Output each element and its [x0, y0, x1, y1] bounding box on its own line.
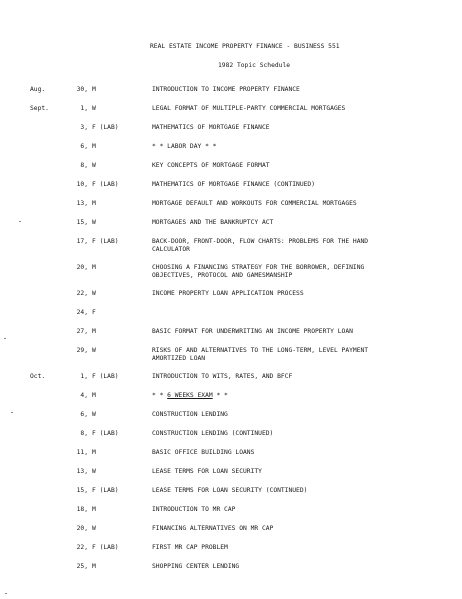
day-number: 17, [76, 238, 88, 245]
exam-title: 6 WEEKS EXAM [167, 392, 213, 399]
topic-text: BASIC OFFICE BUILDING LOANS [152, 449, 255, 456]
day-of-week: M [92, 143, 96, 150]
day-of-week: M [92, 264, 96, 271]
scan-speck [19, 221, 21, 222]
topic-text: MATHEMATICS OF MORTGAGE FINANCE [152, 124, 270, 131]
day-number: 13, [76, 200, 88, 207]
day-of-week: M [92, 506, 96, 513]
topic-text: RISKS OF AND ALTERNATIVES TO THE LONG-TERM, LEVEL PAYMENT AMORTIZED LOAN [152, 347, 369, 362]
topic-text: LEGAL FORMAT OF MULTIPLE-PARTY COMMERCIAL MORTGAGES [152, 105, 346, 112]
topic-text: INTRODUCTION TO MR CAP [152, 506, 236, 513]
day-number: 24, [76, 309, 88, 316]
day-number: 29, [76, 347, 88, 354]
day-number: 30, [76, 86, 88, 93]
topic-text: * * LABOR DAY * * [152, 143, 217, 150]
exam-suffix: * * [212, 392, 228, 399]
topic-text: KEY CONCEPTS OF MORTGAGE FORMAT [152, 162, 270, 169]
day-of-week: F (LAB) [92, 124, 119, 131]
day-of-week: M [92, 392, 96, 399]
topic-text: CONSTRUCTION LENDING [152, 411, 228, 418]
day-of-week: W [92, 219, 96, 226]
scan-speck [11, 412, 13, 413]
scan-speck [4, 338, 6, 339]
day-of-week: W [92, 525, 96, 532]
day-number: 6, [80, 143, 88, 150]
day-of-week: W [92, 468, 96, 475]
month-label: Aug. [30, 86, 46, 93]
topic-text: CHOOSING A FINANCING STRATEGY FOR THE BORROWER, DEFINING OBJECTIVES, PROTOCOL AND GAMESMANSHIP [152, 264, 365, 279]
topic-text: MORTGAGE DEFAULT AND WORKOUTS FOR COMMERCIAL MORTGAGES [152, 200, 357, 207]
topic-text: BASIC FORMAT FOR UNDERWRITING AN INCOME PROPERTY LOAN [152, 328, 353, 335]
day-number: 22, [76, 544, 88, 551]
topic-text: MATHEMATICS OF MORTGAGE FINANCE (CONTINUED) [152, 181, 316, 188]
day-number: 3, [80, 124, 88, 131]
day-of-week: M [92, 328, 96, 335]
day-of-week: M [92, 86, 96, 93]
day-of-week: F (LAB) [92, 238, 119, 245]
topic-text: INTRODUCTION TO WITS, RATES, AND BFCF [152, 373, 293, 380]
day-number: 20, [76, 264, 88, 271]
topic-text: LEASE TERMS FOR LOAN SECURITY (CONTINUED) [152, 487, 308, 494]
month-label: Oct. [30, 373, 46, 380]
day-of-week: W [92, 411, 96, 418]
topic-text: BACK-DOOR, FRONT-DOOR, FLOW CHARTS: PROBLEMS FOR THE HAND CALCULATOR [152, 238, 369, 253]
day-number: 13, [76, 468, 88, 475]
day-number: 8, [80, 430, 88, 437]
day-number: 22, [76, 290, 88, 297]
day-of-week: W [92, 290, 96, 297]
topic-text: FIRST MR CAP PROBLEM [152, 544, 228, 551]
day-of-week: F [92, 309, 96, 316]
day-number: 8, [80, 162, 88, 169]
day-number: 15, [76, 487, 88, 494]
day-of-week: F (LAB) [92, 181, 119, 188]
day-of-week: F (LAB) [92, 430, 119, 437]
page-title: REAL ESTATE INCOME PROPERTY FINANCE - BUSINESS 551 [150, 43, 340, 50]
day-number: 4, [80, 392, 88, 399]
day-number: 20, [76, 525, 88, 532]
day-of-week: W [92, 347, 96, 354]
topic-text: LEASE TERMS FOR LOAN SECURITY [152, 468, 262, 475]
page-subtitle: 1982 Topic Schedule [218, 62, 291, 69]
topic-text: CONSTRUCTION LENDING (CONTINUED) [152, 430, 274, 437]
day-of-week: M [92, 563, 96, 570]
topic-text: INCOME PROPERTY LOAN APPLICATION PROCESS [152, 290, 304, 297]
day-number: 18, [76, 506, 88, 513]
day-of-week: F (LAB) [92, 544, 119, 551]
day-number: 11, [76, 449, 88, 456]
day-number: 10, [76, 181, 88, 188]
topic-text: SHOPPING CENTER LENDING [152, 563, 240, 570]
exam-prefix: * * [152, 392, 168, 399]
topic-text: FINANCING ALTERNATIVES ON MR CAP [152, 525, 274, 532]
day-number: 27, [76, 328, 88, 335]
day-of-week: W [92, 105, 96, 112]
month-label: Sept. [30, 105, 49, 112]
day-number: 6, [80, 411, 88, 418]
day-number: 25, [76, 563, 88, 570]
day-of-week: F (LAB) [92, 373, 119, 380]
day-number: 15, [76, 219, 88, 226]
day-of-week: W [92, 162, 96, 169]
day-of-week: M [92, 449, 96, 456]
topic-text [152, 392, 457, 400]
day-number: 1, [80, 105, 88, 112]
topic-text: INTRODUCTION TO INCOME PROPERTY FINANCE [152, 86, 300, 93]
topic-text: MORTGAGES AND THE BANKRUPTCY ACT [152, 219, 274, 226]
day-of-week: M [92, 200, 96, 207]
day-number: 1, [80, 373, 88, 380]
day-of-week: F (LAB) [92, 487, 119, 494]
scan-speck [5, 593, 7, 594]
